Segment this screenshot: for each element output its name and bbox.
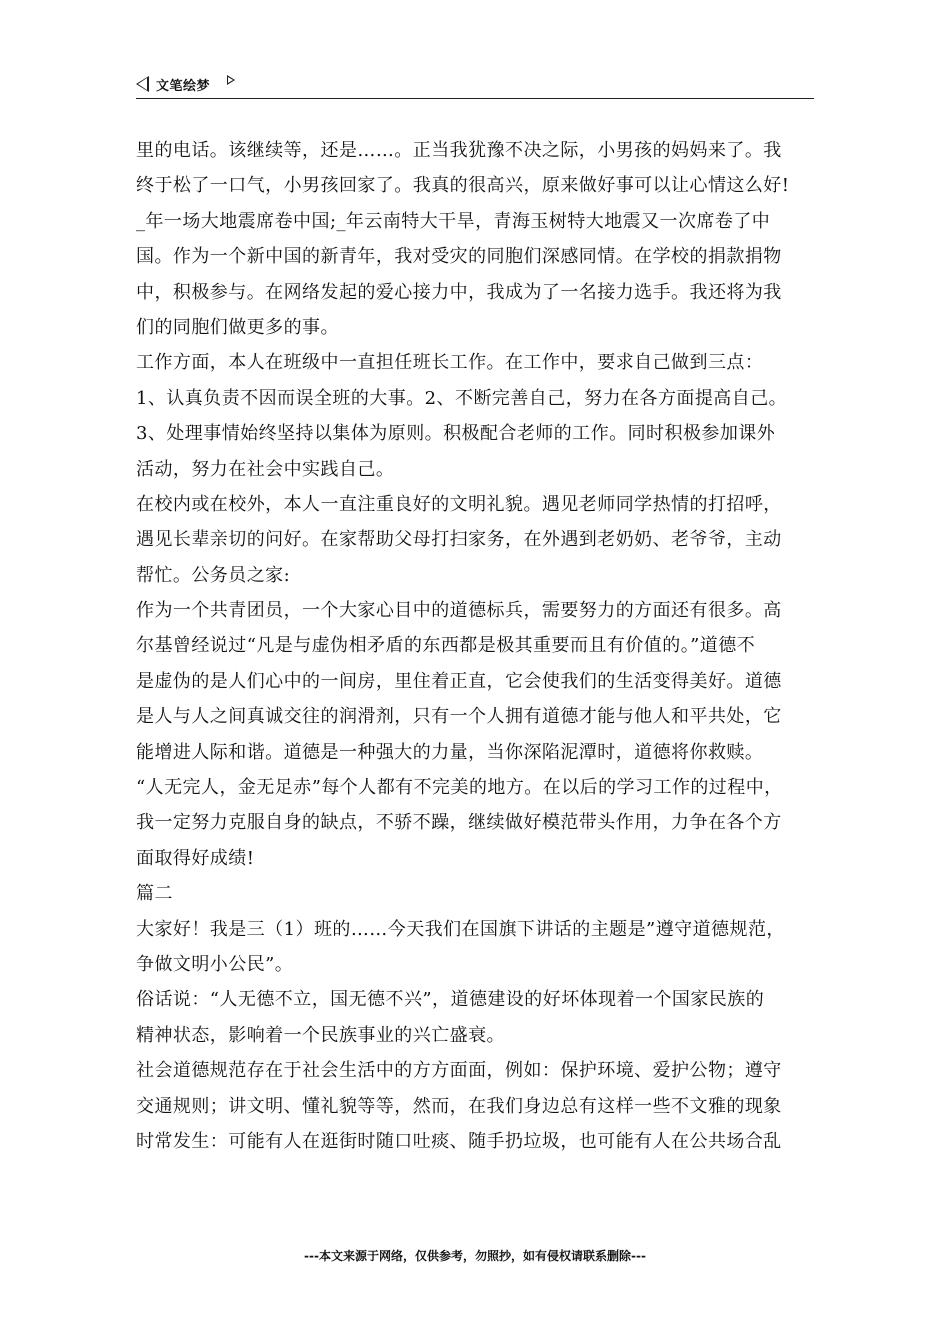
text-line: 们的同胞们做更多的事。	[136, 316, 339, 338]
right-triangle-icon	[227, 75, 235, 85]
text-line: 1、认真负责不因而误全班的大事。2、不断完善自己，努力在各方面提高自己。	[136, 387, 788, 409]
text-line: “人无完人，金无足赤”每个人都有不完美的地方。在以后的学习工作的过程中，	[136, 777, 783, 799]
text-line: 在校内或在校外，本人一直注重良好的文明礼貌。遇见老师同学热情的打招呼，	[136, 493, 782, 515]
text-line: 尔基曾经说过“凡是与虚伪相矛盾的东西都是极其重要而且有价值的。”道德不	[136, 635, 756, 657]
text-line: 精神状态，影响着一个民族事业的兴亡盛衰。	[136, 1024, 505, 1046]
document-body	[136, 133, 826, 1159]
text-line: 帮忙。公务员之家:	[136, 564, 291, 586]
text-line: 篇二	[136, 883, 173, 905]
text-line: 争做文明小公民”。	[136, 953, 294, 975]
header-title: 文笔绘梦	[156, 79, 211, 94]
left-triangle-icon	[136, 76, 149, 92]
text-line: 工作方面，本人在班级中一直担任班长工作。在工作中，要求自己做到三点：	[136, 352, 764, 374]
page-header	[136, 72, 814, 99]
text-line: 交通规则；讲文明、懂礼貌等等，然而，在我们身边总有这样一些不文雅的现象	[136, 1095, 782, 1117]
text-line: 面取得好成绩!	[136, 847, 255, 869]
text-line: 我一定努力克服自身的缺点，不骄不躁，继续做好模范带头作用，力争在各个方	[136, 812, 782, 834]
text-line: _年一场大地震席卷中国;_年云南特大干旱，青海玉树特大地震又一次席卷了中	[136, 210, 771, 232]
text-line: 终于松了一口气，小男孩回家了。我真的很高兴，原来做好事可以让心情这么好!	[136, 175, 790, 197]
text-line: 里的电话。该继续等，还是……。正当我犹豫不决之际，小男孩的妈妈来了。我	[136, 140, 782, 161]
text-line: 是虚伪的是人们心中的一间房，里住着正直，它会使我们的生活变得美好。道德	[136, 670, 782, 692]
text-line: 3、处理事情始终坚持以集体为原则。积极配合老师的工作。同时积极参加课外	[136, 423, 776, 445]
text-line: 活动，努力在社会中实践自己。	[136, 458, 395, 480]
text-line: 能增进人际和谐。道德是一种强大的力量，当你深陷泥潭时，道德将你救赎。	[136, 741, 764, 763]
text-line: 社会道德规范存在于社会生活中的方方面面，例如：保护环境、爱护公物；遵守	[136, 1060, 782, 1082]
text-line: 是人与人之间真诚交往的润滑剂，只有一个人拥有道德才能与他人和平共处，它	[136, 706, 782, 728]
text-line: 时常发生：可能有人在逛街时随口吐痰、随手扔垃圾，也可能有人在公共场合乱	[136, 1130, 782, 1152]
text-line: 作为一个共青团员，一个大家心目中的道德标兵，需要努力的方面还有很多。高	[136, 600, 782, 622]
text-line: 遇见长辈亲切的问好。在家帮助父母打扫家务，在外遇到老奶奶、老爷爷，主动	[136, 529, 782, 551]
text-line: 大家好！我是三（1）班的……今天我们在国旗下讲话的主题是”遵守道德规范，	[136, 918, 785, 940]
text-line: 俗话说：“人无德不立，国无德不兴”，道德建设的好坏体现着一个国家民族的	[136, 989, 765, 1011]
footer-disclaimer: ---本文来源于网络，仅供参考，勿照抄，如有侵权请联系删除---	[304, 1249, 646, 1263]
text-line: 国。作为一个新中国的新青年，我对受灾的同胞们深感同情。在学校的捐款捐物	[136, 246, 782, 268]
text-line: 中，积极参与。在网络发起的爱心接力中，我成为了一名接力选手。我还将为我	[136, 281, 782, 303]
